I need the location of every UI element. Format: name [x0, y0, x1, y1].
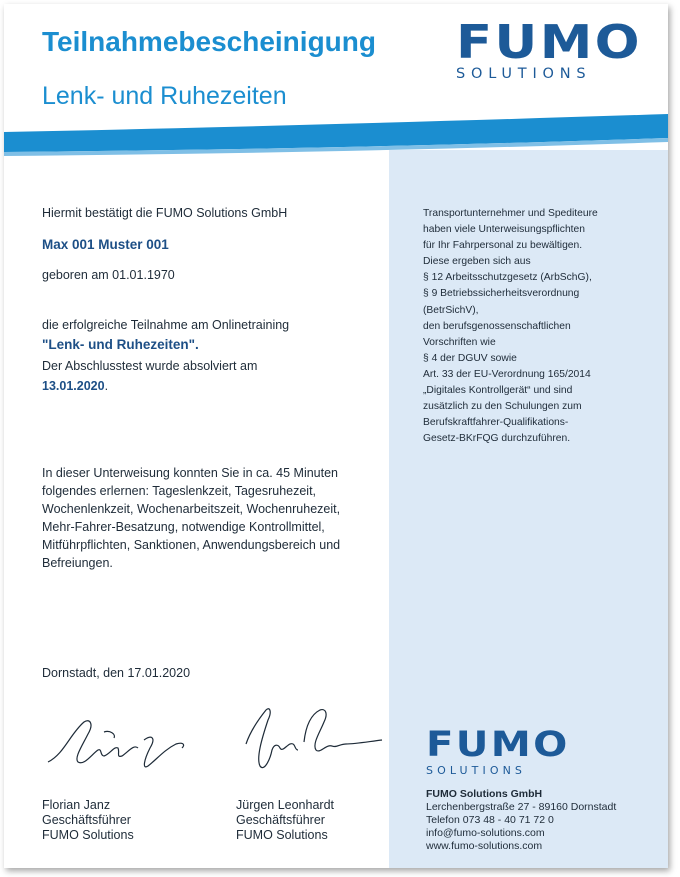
- certificate-title: Teilnahmebescheinigung: [42, 26, 376, 57]
- company-name: FUMO Solutions GmbH: [426, 788, 543, 800]
- legal-line: Diese ergeben sich aus: [423, 256, 531, 268]
- legal-line: „Digitales Kontrollgerät“ und sind: [423, 385, 573, 397]
- place-date: Dornstadt, den 17.01.2020: [42, 666, 191, 680]
- test-date: 13.01.2020: [42, 379, 105, 393]
- legal-line: Gesetz-BKrFQG durchzuführen.: [423, 433, 571, 445]
- birth-date: geboren am 01.01.1970: [42, 268, 175, 282]
- logo-tagline: SOLUTIONS: [456, 66, 592, 82]
- logo-wordmark: FUMO: [456, 15, 642, 69]
- logo-wordmark: FUMO: [426, 725, 570, 765]
- signer-role: Geschäftsführer: [42, 813, 131, 827]
- test-date-suffix: .: [104, 379, 109, 393]
- signer-company: FUMO Solutions: [236, 828, 328, 842]
- training-content: [42, 464, 382, 572]
- course-name: "Lenk- und Ruhezeiten".: [42, 337, 199, 352]
- legal-line: § 9 Betriebssicherheitsverordnung: [423, 288, 580, 300]
- certificate-page: [4, 4, 668, 868]
- test-date-line: [42, 377, 108, 395]
- signer-name: Florian Janz: [42, 798, 111, 812]
- content-line: Mitführpflichten, Sanktionen, Anwendungsbereich und: [42, 538, 341, 552]
- signer-florian-janz: [42, 798, 134, 843]
- legal-line: § 12 Arbeitsschutzgesetz (ArbSchG),: [423, 272, 592, 284]
- fumo-logo-footer: [426, 725, 570, 777]
- legal-line: (BetrSichV),: [423, 304, 479, 316]
- participant-name: Max 001 Muster 001: [42, 237, 169, 252]
- logo-tagline: SOLUTIONS: [426, 764, 527, 777]
- header-wave-band: [4, 112, 668, 156]
- test-text: Der Abschlusstest wurde absolviert am: [42, 359, 258, 373]
- legal-line: Art. 33 der EU-Verordnung 165/2014: [423, 368, 591, 380]
- company-email[interactable]: info@fumo-solutions.com: [426, 827, 545, 839]
- company-contact: [426, 788, 616, 853]
- participation-text: die erfolgreiche Teilnahme am Onlinetraining: [42, 318, 290, 332]
- course-subtitle: Lenk- und Ruhezeiten: [42, 82, 287, 110]
- legal-line: haben viele Unterweisungspflichten: [423, 224, 585, 236]
- fumo-logo: [456, 15, 642, 82]
- legal-line: Transportunternehmer und Spediteure: [423, 208, 598, 219]
- signer-juergen-leonhardt: [236, 798, 334, 843]
- signer-name: Jürgen Leonhardt: [236, 798, 334, 812]
- content-line: Mehr-Fahrer-Besatzung, notwendige Kontrollmittel,: [42, 520, 325, 534]
- signature-juergen-leonhardt: [236, 704, 396, 784]
- signer-role: Geschäftsführer: [236, 813, 325, 827]
- legal-line: für Ihr Fahrpersonal zu bewältigen.: [423, 240, 583, 252]
- content-line: In dieser Unterweisung konnten Sie in ca. 45 Minuten: [42, 466, 339, 480]
- company-address: Lerchenbergstraße 27 - 89160 Dornstadt: [426, 801, 617, 813]
- intro-text: Hiermit bestätigt die FUMO Solutions GmbH: [42, 206, 288, 220]
- legal-line: Berufskraftfahrer-Qualifikations-: [423, 417, 569, 429]
- signer-company: FUMO Solutions: [42, 828, 134, 842]
- legal-line: zusätzlich zu den Schulungen zum: [423, 401, 582, 413]
- content-line: Wochenlenkzeit, Wochenarbeitszeit, Wochenruhezeit,: [42, 502, 341, 516]
- legal-line: § 4 der DGUV sowie: [423, 352, 517, 364]
- legal-info-text: [423, 206, 663, 447]
- content-line: folgendes erlernen: Tageslenkzeit, Tagesruhezeit,: [42, 484, 317, 498]
- signature-florian-janz: [44, 704, 194, 784]
- company-website[interactable]: www.fumo-solutions.com: [426, 840, 543, 852]
- legal-line: Vorschriften wie: [423, 336, 496, 348]
- content-line: Befreiungen.: [42, 556, 113, 570]
- legal-line: den berufsgenossenschaftlichen: [423, 320, 571, 332]
- company-phone: Telefon 073 48 - 40 71 72 0: [426, 814, 554, 826]
